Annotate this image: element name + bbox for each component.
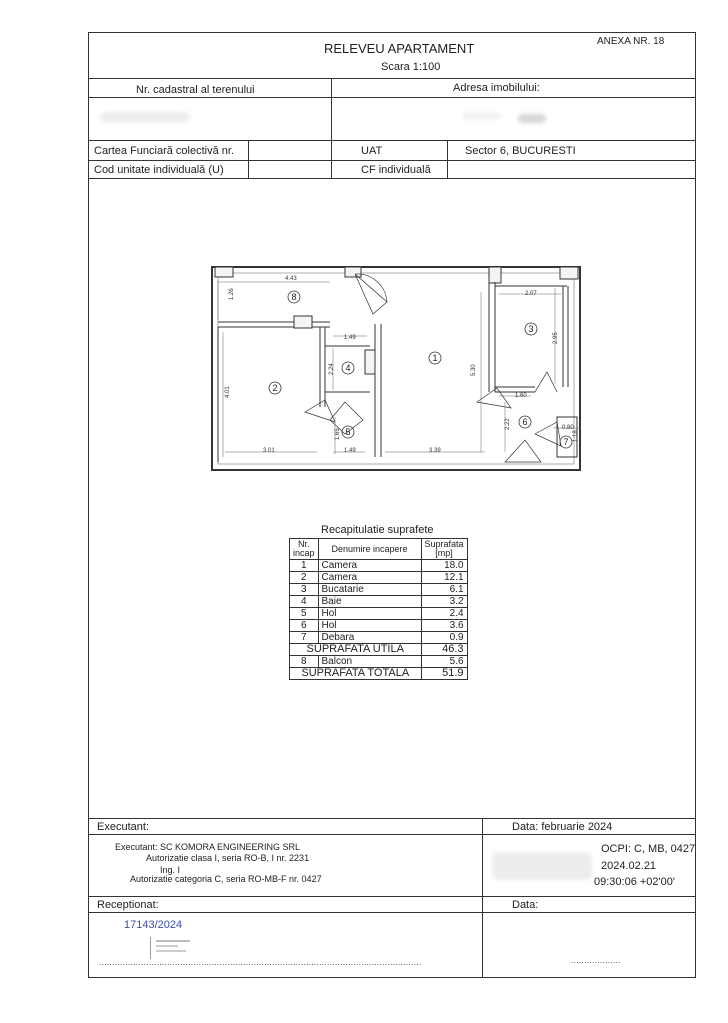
info-divider [331,78,332,178]
info-line [88,140,696,141]
table-row [290,560,468,572]
total-area-label: SUPRAFATA TOTALA [290,668,422,680]
stamp-ocpi: OCPI: C, MB, 0427 [601,843,696,855]
info-line [88,97,696,98]
row-area: 2.4 [421,608,467,620]
col-area-header: Suprafata [mp] [421,539,467,560]
redacted-address [462,113,502,119]
info-line [88,78,696,79]
executant-authorization-2: Autorizatie categoria C, seria RO-MB-F nr. 0427 [130,874,322,884]
row-nr: 3 [290,584,319,596]
dim-label: 1.65 [335,428,341,440]
table-row [290,620,468,632]
useful-area-row [290,644,468,656]
info-line [88,178,696,179]
row-area: 3.2 [421,596,467,608]
row-name: Camera [318,572,421,584]
registration-number: 17143/2024 [124,919,183,931]
dim-label: 4.43 [285,276,297,282]
footer-divider [482,818,483,978]
room-2-label: 2 [272,383,278,393]
dim-label: 1.18 [573,430,579,442]
recap-header-row [290,539,468,560]
uat-value: Sector 6, BUCURESTI [465,145,576,157]
recap-table [289,538,468,680]
dim-label: 2.07 [525,291,537,297]
room-1-label: 1 [432,353,438,363]
room-5-label: 5 [345,427,351,437]
cf-individual-label: CF individuală [361,164,431,176]
room-7-label: 7 [563,437,569,447]
row-nr: 1 [290,560,319,572]
row-nr: 2 [290,572,319,584]
cadastral-label: Nr. cadastral al terenului [136,84,255,96]
row-name: Hol [318,620,421,632]
reception-stamp [150,937,195,959]
row-nr: 7 [290,632,319,644]
room-4-label: 4 [345,363,351,373]
dim-label: 5.30 [471,364,477,376]
col-nr-header: Nr. incap [290,539,319,560]
annex-label: ANEXA NR. 18 [597,36,665,47]
info-divider [248,140,249,178]
table-row [290,584,468,596]
row-area: 5.6 [421,656,467,668]
stamp-date: 2024.02.21 [601,860,657,872]
row-name: Camera [318,560,421,572]
dim-label: 2.95 [553,332,559,344]
cf-collective-label: Cartea Funciară colectivă nr. [94,145,235,157]
col-name-header: Denumire incapere [318,539,421,560]
row-name: Debara [318,632,421,644]
dim-label: 1.49 [344,448,356,454]
dim-label: 3.01 [263,448,275,454]
useful-area-label: SUPRAFATA UTILA [290,644,422,656]
redacted-address [518,114,546,123]
balcony-row [290,656,468,668]
total-area-value: 51.9 [421,668,467,680]
date2-label: Data: [512,899,539,911]
row-name: Hol [318,608,421,620]
executant-authorization-1: Autorizatie clasa I, seria RO-B, I nr. 2231 [146,853,310,863]
row-nr: 4 [290,596,319,608]
receptionat-label: Receptionat: [97,899,159,911]
info-divider [447,140,448,178]
row-area: 18.0 [421,560,467,572]
row-nr: 8 [290,656,319,668]
row-area: 0.9 [421,632,467,644]
stamp-time: 09:30:06 +02'00' [594,876,675,888]
row-nr: 5 [290,608,319,620]
unit-code-label: Cod unitate individuală (U) [94,164,224,176]
dim-label: 2.22 [505,418,511,430]
dim-label: 4.01 [225,386,231,398]
footer-line [88,896,696,897]
dim-label: 2.24 [329,363,335,375]
info-line [88,160,696,161]
table-row [290,632,468,644]
row-area: 12.1 [421,572,467,584]
room-3-label: 3 [528,324,534,334]
table-row [290,572,468,584]
room-8-label: 8 [291,292,297,302]
address-label: Adresa imobilului: [453,82,540,94]
redacted-cadastral [100,112,190,122]
dim-label: 3.39 [429,448,441,454]
date-label: Data: februarie 2024 [512,821,613,833]
table-row [290,608,468,620]
table-row [290,596,468,608]
row-area: 3.6 [421,620,467,632]
dim-label: 1.60 [515,393,527,399]
executant-engineer: Ing. I [160,865,181,875]
room-6-label: 6 [522,417,528,427]
dim-label: 1.49 [344,335,356,341]
document-title: RELEVEU APARTAMENT [324,41,475,56]
recap-title: Recapitulatie suprafete [321,524,434,536]
executant-company: Executant: SC KOMORA ENGINEERING SRL [115,842,301,852]
total-area-row [290,668,468,680]
signature-blur [492,852,592,880]
row-name: Balcon [318,656,421,668]
executant-label: Executant: [97,821,149,833]
footer-line [88,834,696,835]
dim-label: 0.80 [562,425,574,431]
signature-dots-right: ................... [571,956,621,965]
uat-label: UAT [361,145,383,157]
signature-dots-left: ........................................................................................................................... [99,958,422,967]
row-area: 6.1 [421,584,467,596]
footer-line [88,912,696,913]
row-name: Bucatarie [318,584,421,596]
footer-line [88,818,696,819]
scale-label: Scara 1:100 [381,61,441,73]
row-name: Baie [318,596,421,608]
dim-label: 1.26 [229,288,235,300]
floor-plan [205,262,587,474]
useful-area-value: 46.3 [421,644,467,656]
row-nr: 6 [290,620,319,632]
